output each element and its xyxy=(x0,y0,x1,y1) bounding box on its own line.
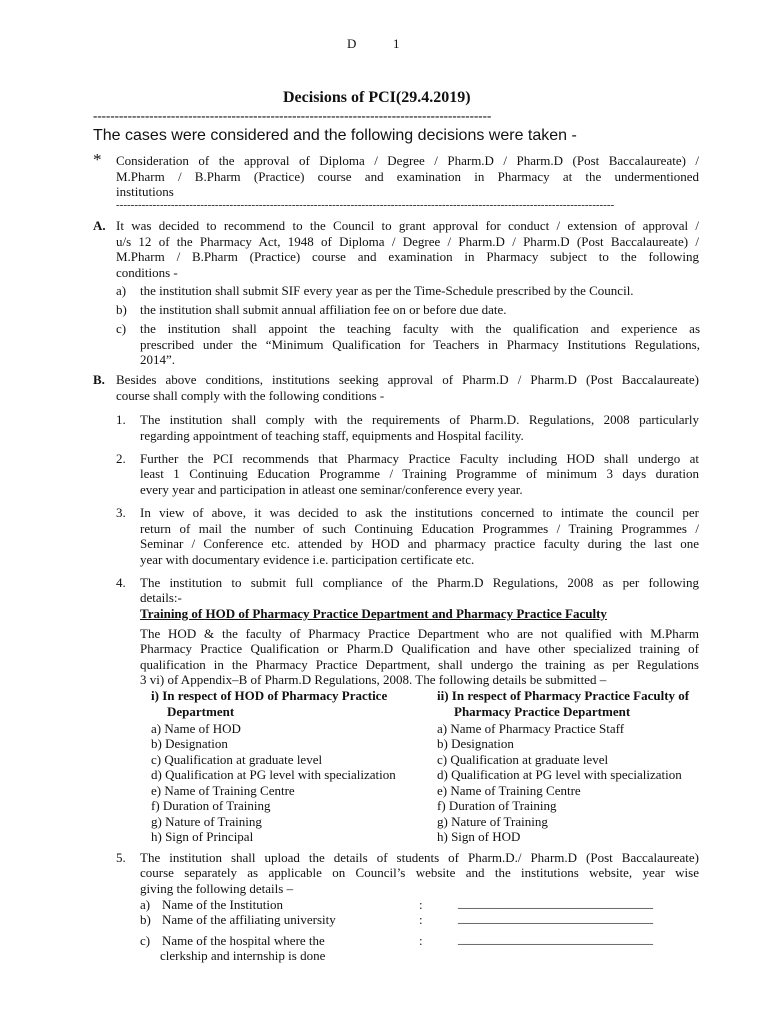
col2-item-d: d) Qualification at PG level with specialization xyxy=(437,767,682,782)
training-line-4: 3 vi) of Appendix–B of Pharm.D Regulations, 2008. The following details be submitted – xyxy=(140,672,607,687)
condition-c-line-2: prescribed under the “Minimum Qualification for Teachers in Pharmacy Institutions Regulations, xyxy=(140,337,700,352)
b-item-5-line-1: The institution shall upload the details of students of Pharm.D./ Pharm.D (Post Baccalaureate) xyxy=(140,850,699,865)
b-item-1-label: 1. xyxy=(116,412,126,427)
col2-heading-1: ii) In respect of Pharmacy Practice Faculty of xyxy=(437,688,690,703)
col1-item-c: c) Qualification at graduate level xyxy=(151,752,323,767)
section-a-label: A. xyxy=(93,218,106,233)
b-item-2-label: 2. xyxy=(116,451,126,466)
b-item-4-label: 4. xyxy=(116,575,126,590)
title-divider: -------------------------------------------------------------------------------------------- xyxy=(93,108,492,123)
intro-line: The cases were considered and the following decisions were taken - xyxy=(93,127,577,144)
field-c-colon: : xyxy=(419,933,423,948)
b-item-1-line-2: regarding appointment of teaching staff, equipments and Hospital facility. xyxy=(140,428,524,443)
b-item-3-label: 3. xyxy=(116,505,126,520)
section-a-line-2: u/s 12 of the Pharmacy Act, 1948 of Diploma / Degree / Pharm.D / Pharm.D (Post Baccalaureate) / xyxy=(116,234,699,249)
b-item-1-line-1: The institution shall comply with the requirements of Pharm.D. Regulations, 2008 particularly xyxy=(140,412,699,427)
b-item-5-line-3: giving the following details – xyxy=(140,881,294,896)
condition-a-text: the institution shall submit SIF every year as per the Time-Schedule prescribed by the Council. xyxy=(140,283,634,298)
training-line-1: The HOD & the faculty of Pharmacy Practice Department who are not qualified with M.Pharm xyxy=(140,626,699,641)
b-item-2-line-1: Further the PCI recommends that Pharmacy Practice Faculty including HOD shall undergo at xyxy=(140,451,699,466)
section-b-line-2: course shall comply with the following conditions - xyxy=(116,388,385,403)
training-line-3: qualification in the Pharmacy Practice Department, shall undergo the training as per Regulations xyxy=(140,657,699,672)
field-a-blank: ______________________________ xyxy=(458,895,653,910)
col1-item-h: h) Sign of Principal xyxy=(151,829,254,844)
b-item-5-line-2: course separately as applicable on Council’s website and the institutions website, year wise xyxy=(140,865,699,880)
condition-b-label: b) xyxy=(116,302,127,317)
field-b-colon: : xyxy=(419,912,423,927)
col1-heading-1: i) In respect of HOD of Pharmacy Practice xyxy=(151,688,388,703)
page-letter: D xyxy=(347,36,357,51)
col1-item-d: d) Qualification at PG level with specialization xyxy=(151,767,396,782)
condition-a-label: a) xyxy=(116,283,127,298)
field-c-blank: ______________________________ xyxy=(458,931,653,946)
training-line-2: Pharmacy Practice Qualification or Pharm.D Qualification and have other specialized training of xyxy=(140,641,699,656)
condition-b-text: the institution shall submit annual affiliation fee on or before due date. xyxy=(140,302,507,317)
star-marker: * xyxy=(93,150,102,169)
section-divider: ---------------------------------------------------------------------------------------------------------------------------------------- xyxy=(116,199,615,211)
b-item-2-line-3: every year and participation in atleast one seminar/conference every year. xyxy=(140,482,523,497)
col1-item-f: f) Duration of Training xyxy=(151,798,271,813)
star-line-2: M.Pharm / B.Pharm (Practice) course and examination in Pharmacy at the undermentioned xyxy=(116,169,699,184)
field-a-label: a) xyxy=(140,897,151,912)
col1-item-a: a) Name of HOD xyxy=(151,721,241,736)
b-item-3-line-3: Seminar / Conference etc. attended by HOD and pharmacy practice faculty during the last one xyxy=(140,536,699,551)
b-item-4-line-2: details:- xyxy=(140,590,182,605)
col2-item-c: c) Qualification at graduate level xyxy=(437,752,609,767)
col2-item-a: a) Name of Pharmacy Practice Staff xyxy=(437,721,625,736)
col1-item-e: e) Name of Training Centre xyxy=(151,783,295,798)
field-b-label: b) xyxy=(140,912,151,927)
page-number: 1 xyxy=(393,36,400,51)
field-a-text: Name of the Institution xyxy=(162,897,283,912)
b-item-3-line-2: return of mail the number of such Continuing Education Programmes / Training Programmes / xyxy=(140,521,699,536)
field-c-text: Name of the hospital where the xyxy=(162,933,325,948)
section-a-line-1: It was decided to recommend to the Council to grant approval for conduct / extension of approval / xyxy=(116,218,699,233)
col2-heading-2: Pharmacy Practice Department xyxy=(454,704,631,719)
col2-item-f: f) Duration of Training xyxy=(437,798,557,813)
b-item-5-label: 5. xyxy=(116,850,126,865)
condition-c-line-1: the institution shall appoint the teaching faculty with the qualification and experience as xyxy=(140,321,700,336)
section-b-label: B. xyxy=(93,372,105,387)
field-b-blank: ______________________________ xyxy=(458,910,653,925)
col2-item-h: h) Sign of HOD xyxy=(437,829,521,844)
col2-item-b: b) Designation xyxy=(437,736,514,751)
field-c-text-2: clerkship and internship is done xyxy=(160,948,326,963)
training-heading: Training of HOD of Pharmacy Practice Department and Pharmacy Practice Faculty xyxy=(140,606,607,621)
section-a-line-4: conditions - xyxy=(116,265,178,280)
field-a-colon: : xyxy=(419,897,423,912)
col1-heading-2: Department xyxy=(167,704,235,719)
field-c-label: c) xyxy=(140,933,151,948)
b-item-3-line-1: In view of above, it was decided to ask the institutions concerned to intimate the council per xyxy=(140,505,699,520)
field-b-text: Name of the affiliating university xyxy=(162,912,336,927)
section-b-line-1: Besides above conditions, institutions seeking approval of Pharm.D / Pharm.D (Post Baccalaureate) xyxy=(116,372,699,387)
col1-item-b: b) Designation xyxy=(151,736,228,751)
page-title: Decisions of PCI(29.4.2019) xyxy=(283,89,471,106)
condition-c-line-3: 2014”. xyxy=(140,352,176,367)
b-item-4-line-1: The institution to submit full compliance of the Pharm.D Regulations, 2008 as per following xyxy=(140,575,699,590)
section-a-line-3: M.Pharm / B.Pharm (Practice) course and examination in Pharmacy subject to the following xyxy=(116,249,699,264)
col2-item-g: g) Nature of Training xyxy=(437,814,548,829)
b-item-2-line-2: least 1 Continuing Education Programme / Training Programme of minimum 3 days duration xyxy=(140,466,699,481)
star-line-3: institutions xyxy=(116,184,174,199)
star-line-1: Consideration of the approval of Diploma / Degree / Pharm.D / Pharm.D (Post Baccalaureate) / xyxy=(116,153,699,168)
b-item-3-line-4: year with documentary evidence i.e. participation certificate etc. xyxy=(140,552,475,567)
condition-c-label: c) xyxy=(116,321,127,336)
col1-item-g: g) Nature of Training xyxy=(151,814,262,829)
col2-item-e: e) Name of Training Centre xyxy=(437,783,581,798)
